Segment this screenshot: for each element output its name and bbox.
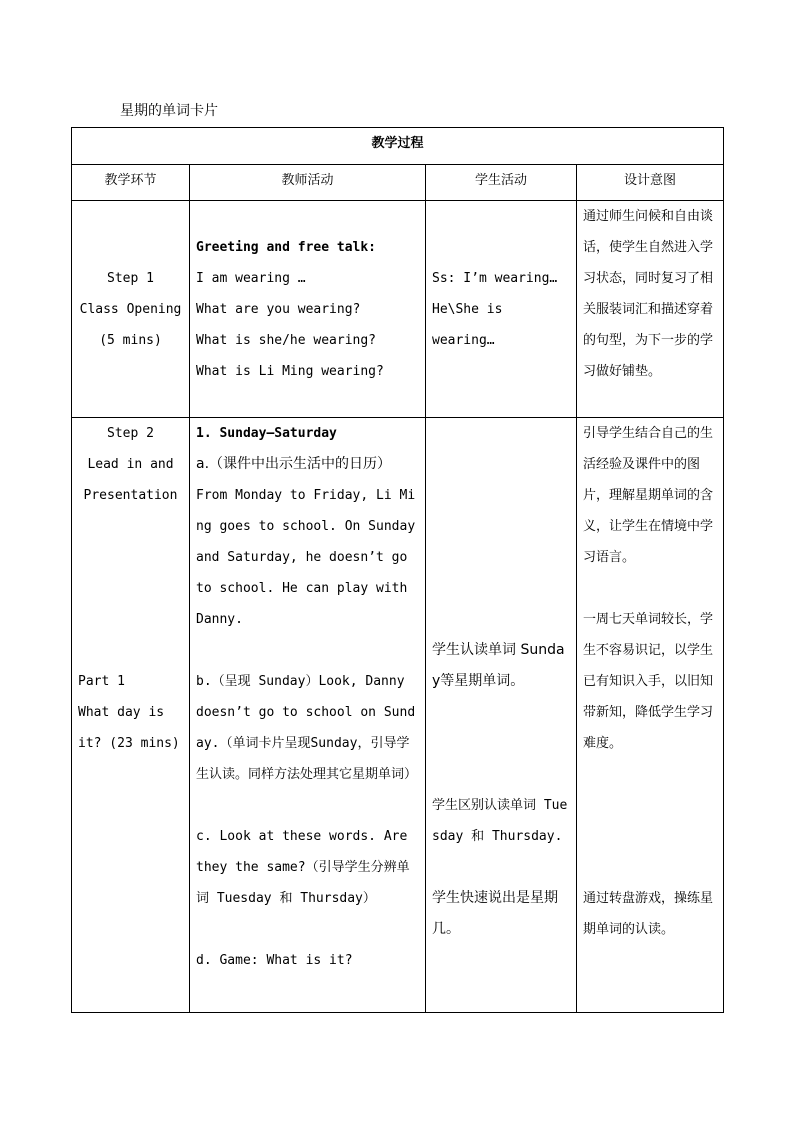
student-activity-cell (426, 418, 577, 1013)
activity-line: a.（课件中出示生活中的日历） (196, 456, 392, 472)
student-activity-cell (426, 201, 577, 418)
activity-paragraph: From Monday to Friday, Li Ming goes to school. On Sunday and Saturday, he doesn’t go to school. He can play with Danny. (196, 488, 416, 627)
stage-name: Lead in and (87, 457, 174, 472)
table-header-row (72, 165, 724, 201)
activity-heading: 1. Sunday—Saturday (196, 426, 337, 441)
activity-paragraph: b.（呈现 Sunday）Look, Danny doesn’t go to school on Sunday.（单词卡片呈现Sunday，引导学生认读。同样方法处理其它星期单词） (196, 674, 418, 782)
student-paragraph: 学生区别认读单词 Tuesday 和 Thursday. (432, 798, 568, 844)
intent-text: 通过师生问候和自由谈话，使学生自然进入学习状态，同时复习了相关服装词汇和描述穿着的句型，为下一步的学习做好铺垫。 (583, 209, 714, 379)
stage-name: Presentation (83, 488, 178, 503)
header-teacher-activity: 教师活动 (190, 165, 426, 201)
design-intent-cell (577, 418, 724, 1013)
design-intent-cell (577, 201, 724, 418)
table-row (72, 418, 724, 1013)
student-paragraph: 学生认读单词 Sunday等星期单词。 (432, 642, 565, 689)
activity-paragraph: c. Look at these words. Are they the same?（引导学生分辨单词 Tuesday 和 Thursday） (196, 829, 410, 906)
stage-step: Step 2 (107, 426, 154, 441)
teaching-process-table (71, 127, 724, 1013)
student-line: Ss: I’m wearing… (432, 271, 558, 286)
stage-cell (72, 201, 190, 418)
table-title-row (72, 128, 724, 165)
part-title: What day is (78, 705, 165, 720)
part-duration: it? (23 mins) (78, 736, 180, 751)
activity-heading: Greeting and free talk: (196, 240, 377, 255)
teacher-activity-cell (190, 201, 426, 418)
header-design-intent: 设计意图 (577, 165, 724, 201)
stage-duration: (5 mins) (99, 333, 162, 348)
part-label: Part 1 (78, 674, 125, 689)
stage-name: Class Opening (79, 302, 182, 317)
student-paragraph: 学生快速说出是星期几。 (432, 890, 558, 937)
student-line: He\She is (432, 302, 503, 317)
header-stage: 教学环节 (72, 165, 190, 201)
intent-text: 通过转盘游戏，操练星期单词的认读。 (583, 891, 714, 937)
activity-line: I am wearing … (196, 271, 306, 286)
activity-paragraph: d. Game: What is it? (196, 953, 353, 968)
activity-line: What is she/he wearing? (196, 333, 377, 348)
intent-text: 一周七天单词较长，学生不容易识记，以学生已有知识入手，以旧知带新知，降低学生学习难度。 (583, 612, 714, 751)
student-line: wearing… (432, 333, 495, 348)
preceding-text-line: 星期的单词卡片 (120, 103, 218, 119)
table-title: 教学过程 (72, 128, 724, 165)
table-row (72, 201, 724, 418)
stage-cell (72, 418, 190, 1013)
header-student-activity: 学生活动 (426, 165, 577, 201)
activity-line: What is Li Ming wearing? (196, 364, 384, 379)
intent-text: 引导学生结合自己的生活经验及课件中的图片，理解星期单词的含义，让学生在情境中学习语言。 (583, 426, 714, 565)
activity-line: What are you wearing? (196, 302, 361, 317)
stage-step: Step 1 (107, 271, 154, 286)
teacher-activity-cell (190, 418, 426, 1013)
